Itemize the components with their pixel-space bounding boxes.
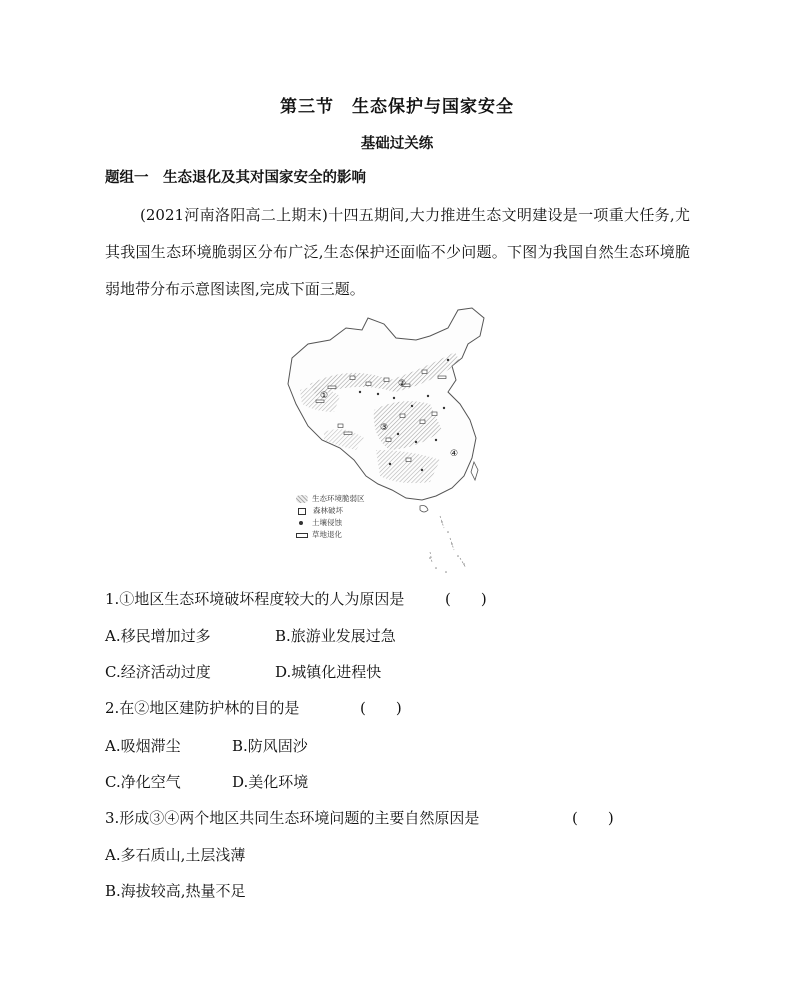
legend-label: 森林破坏 <box>313 506 343 515</box>
question-group-heading: 题组一 生态退化及其对国家安全的影响 <box>105 170 366 186</box>
answer-blank[interactable]: ( ) <box>360 699 402 717</box>
legend-item-forest-damage <box>296 505 365 517</box>
legend-label: 草地退化 <box>312 530 342 539</box>
option-d: D.美化环境 <box>232 773 309 791</box>
answer-blank[interactable]: ( ) <box>445 590 487 608</box>
region-label-1: ① <box>320 391 329 401</box>
legend-label: 土壤侵蚀 <box>312 518 342 527</box>
region-label-3: ③ <box>380 423 389 433</box>
option-d: D.城镇化进程快 <box>275 663 382 681</box>
legend-item-grassland <box>296 529 365 541</box>
option-c: C.净化空气 <box>105 773 181 791</box>
bar-icon <box>296 533 308 538</box>
question-1-stem: 1.①地区生态环境破坏程度较大的人为原因是 <box>105 590 405 608</box>
section-title: 第三节 生态保护与国家安全 <box>280 97 514 117</box>
option-a: A.多石质山,土层浅薄 <box>105 846 246 864</box>
option-b: B.海拔较高,热量不足 <box>105 882 246 900</box>
option-a: A.吸烟滞尘 <box>105 737 181 755</box>
question-2-stem: 2.在②地区建防护林的目的是 <box>105 699 300 717</box>
shaded-area-icon <box>296 495 308 503</box>
south-china-sea-dots <box>429 521 465 573</box>
question-3-stem: 3.形成③④两个地区共同生态环境问题的主要自然原因是 <box>105 809 480 827</box>
section-subtitle: 基础过关练 <box>360 136 434 152</box>
legend-item-fragile-zone <box>296 493 365 505</box>
square-icon <box>298 508 306 515</box>
taiwan-island <box>471 462 478 480</box>
region-label-2: ② <box>398 379 407 389</box>
option-a: A.移民增加过多 <box>105 627 211 645</box>
legend-item-soil-erosion <box>296 517 365 529</box>
legend-label: 生态环境脆弱区 <box>312 494 365 503</box>
map-legend <box>296 493 365 541</box>
dot-icon <box>299 521 303 525</box>
hainan-island <box>420 506 428 513</box>
region-label-4: ④ <box>450 449 459 459</box>
answer-blank[interactable]: ( ) <box>572 809 614 827</box>
option-c: C.经济活动过度 <box>105 663 211 681</box>
intro-paragraph: (2021河南洛阳高二上期末)十四五期间,大力推进生态文明建设是一项重大任务,尤其我国生态环境脆弱区分布广泛,生态保护还面临不少问题。下图为我国自然生态环境脆弱地带分布示意图读图,完成下面三题。 <box>105 206 690 298</box>
option-b: B.旅游业发展过急 <box>275 627 396 645</box>
sea-border-dashes <box>430 516 466 568</box>
option-b: B.防风固沙 <box>232 737 308 755</box>
